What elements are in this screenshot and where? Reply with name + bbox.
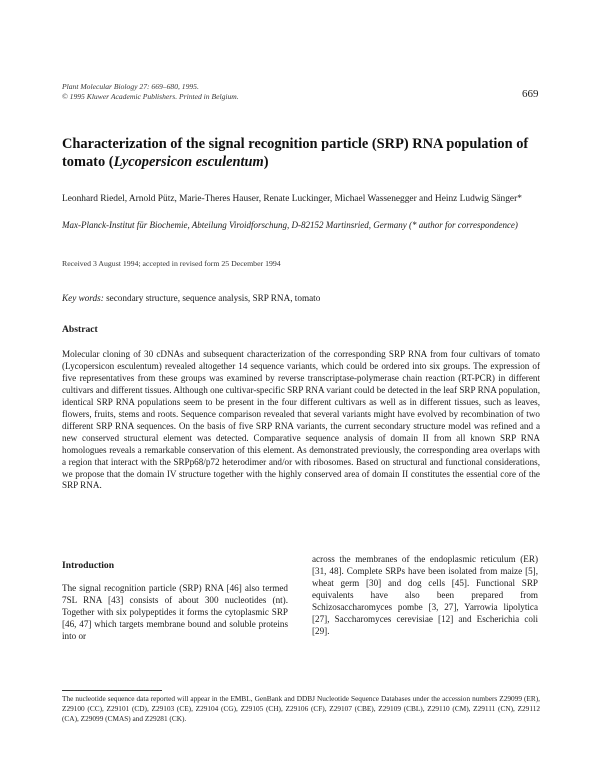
abstract-heading: Abstract	[62, 324, 98, 335]
title-end: )	[263, 154, 269, 170]
footnote-rule	[62, 690, 162, 691]
introduction-heading: Introduction	[62, 560, 115, 571]
author-list: Leonhard Riedel, Arnold Pütz, Marie-Theres Hauser, Renate Luckinger, Michael Wassenegger and Heinz Ludwig Sänger*	[62, 194, 522, 204]
journal-citation	[62, 82, 322, 101]
abstract-text: Molecular cloning of 30 cDNAs and subsequent characterization of the corresponding SRP RNA from four cultivars of tomato (Lycopersicon esculentum) revealed altogether 14 sequence variants, which could be ordered into six groups. The expression of five representatives from these groups was examined by reverse transcriptase-polymerase chain reaction (RT-PCR) in different cultivars and different tissues. Although one cultivar-specific SRP RNA variant could be detected in the leaf SRP RNA population, identical SRP RNA populations seem to be present in the four different cultivars as well as in different tissues, such as leaves, flowers, fruits, stems and roots. Sequence comparison revealed that several variants might have evolved by recombination of two different SRP RNA sequences. On the basis of five SRP RNA variants, the current secondary structure model was refined and a new conserved structural element was detected. Comparative sequence analysis of domain II from all known SRP RNA homologues reveals a remarkable conservation of this element. As demonstrated previously, the corresponding area overlaps with a region that interact with the SRPp68/p72 heterodimer and/or with ribosomes. Based on structural and functional considerations, we propose that the domain IV structure together with the highly conserved area of domain II constitutes the essential core of the SRP RNA.	[62, 349, 540, 491]
journal-line-1: Plant Molecular Biology 27: 669–680, 1995.	[62, 82, 199, 91]
received-date: Received 3 August 1994; accepted in revised form 25 December 1994	[62, 259, 281, 268]
page-number: 669	[522, 88, 539, 100]
keywords	[62, 292, 542, 304]
article-title	[62, 135, 532, 171]
journal-line-2: © 1995 Kluwer Academic Publishers. Printed in Belgium.	[62, 91, 239, 101]
keywords-label: Key words:	[62, 293, 104, 303]
introduction-column-1: The signal recognition particle (SRP) RNA [46] also termed 7SL RNA [43] consists of about 300 nucleotides (nt). Together with six polypeptides it forms the cytoplasmic SRP [46, 47] which targets membrane bound and soluble proteins into or	[62, 583, 288, 641]
title-main: Characterization of the signal recognition particle (SRP) RNA population of tomato (	[62, 136, 529, 170]
footnote: The nucleotide sequence data reported will appear in the EMBL, GenBank and DDBJ Nucleotide Sequence Databases under the accession numbers Z29099 (ER), Z29100 (CC), Z29101 (CD), Z29103 (CE), Z29104 (CG), Z29105 (CH), Z29106 (CF), Z29107 (CBE), Z29109 (CBL), Z29110 (CM), Z29111 (CN), Z29112 (CA), Z29099 (CMAS) and Z29281 (CK).	[62, 694, 540, 723]
title-species: Lycopersicon esculentum	[113, 154, 264, 170]
introduction-column-2: across the membranes of the endoplasmic reticulum (ER) [31, 48]. Complete SRPs have been isolated from maize [5], wheat germ [30] and dog cells [45]. Functional SRP equivalents have also been prepared from Schizosaccharomyces pombe [3, 27], Yarrowia lipolytica [27], Saccharomyces cerevisiae [12] and Escherichia coli [29].	[312, 554, 538, 636]
keywords-list: secondary structure, sequence analysis, SRP RNA, tomato	[103, 293, 321, 303]
affiliation: Max-Planck-Institut für Biochemie, Abteilung Viroidforschung, D-82152 Martinsried, Germany (* author for correspondence)	[62, 220, 518, 230]
